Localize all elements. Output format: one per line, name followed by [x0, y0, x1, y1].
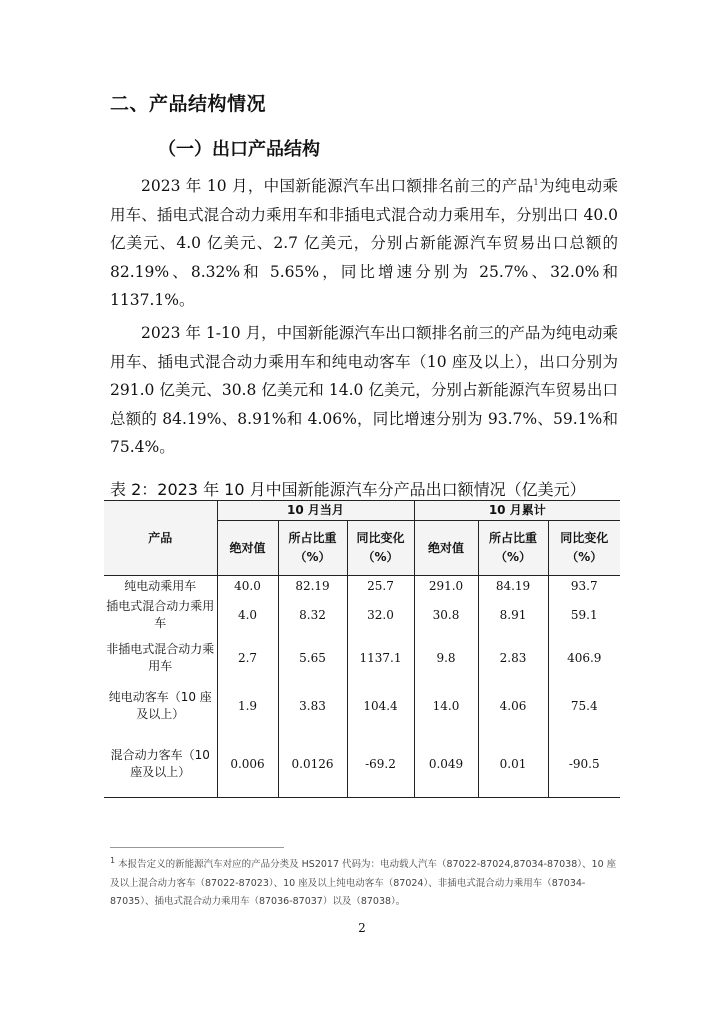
header-cum-share: 所占比重（%） [478, 521, 548, 576]
cell-m-share: 3.83 [278, 682, 347, 730]
footnote-mark: 1 [110, 855, 116, 865]
cell-c-abs: 0.049 [414, 730, 478, 798]
table-body [104, 576, 620, 798]
header-month-abs: 绝对值 [217, 521, 278, 576]
cell-m-abs: 0.006 [217, 730, 278, 798]
cell-product: 纯电动乘用车 [104, 576, 217, 597]
cell-m-abs: 1.9 [217, 682, 278, 730]
table-row [104, 682, 620, 730]
table-row [104, 596, 620, 634]
cell-c-yoy: -90.5 [568, 756, 600, 771]
cell-c-share: 2.83 [478, 634, 548, 682]
cell-m-yoy: 104.4 [347, 682, 414, 730]
paragraph-2: 2023 年 1-10 月，中国新能源汽车出口额排名前三的产品为纯电动乘用车、插电式混合动力乘用车和纯电动客车（10 座及以上），出口分别为 291.0 亿美元、30.8 亿美元和 14.0 亿美元，分别占新能源汽车贸易出口总额的 84.19%、8.91%和 4.06%，同比增速分别为 93.7%、59.1%和 75.4%。 [110, 324, 618, 456]
header-cum-yoy: 同比变化（%） [560, 531, 609, 564]
paragraph-1-rest: 为纯电动乘用车、插电式混合动力乘用车和非插电式混合动力乘用车，分别出口 40.0 亿美元、4.0 亿美元、2.7 亿美元，分别占新能源汽车贸易出口总额的 82.19%、8.32%和 5.65%，同比增速分别为 25.7%、32.0%和 1137.1%。 [110, 177, 618, 309]
header-month-share: 所占比重（%） [278, 521, 347, 576]
cell-m-share: 5.65 [278, 634, 347, 682]
cell-c-yoy: 406.9 [567, 651, 602, 665]
cell-product: 插电式混合动力乘用车 [104, 596, 217, 634]
table-row [104, 730, 620, 798]
cell-m-abs: 2.7 [217, 634, 278, 682]
footnote [110, 856, 624, 912]
cell-m-share: 82.19 [278, 576, 347, 597]
cell-m-share: 0.0126 [278, 730, 347, 798]
cell-m-yoy: 1137.1 [347, 634, 414, 682]
table-row [104, 576, 620, 597]
cell-product: 纯电动客车（10 座及以上） [104, 682, 217, 730]
cell-m-abs: 4.0 [217, 596, 278, 634]
cell-c-share: 84.19 [478, 576, 548, 597]
header-month-yoy: 同比变化（%） [347, 521, 414, 576]
cell-m-yoy: 32.0 [347, 596, 414, 634]
cell-c-abs: 291.0 [414, 576, 478, 597]
cell-c-yoy: 75.4 [570, 699, 598, 713]
cell-c-abs: 9.8 [414, 634, 478, 682]
cell-m-yoy: 25.7 [347, 576, 414, 597]
header-cum-abs: 绝对值 [414, 521, 478, 576]
footnote-divider [110, 847, 284, 848]
subsection-heading: （一）出口产品结构 [158, 139, 320, 160]
export-table [104, 500, 620, 798]
table-caption: 表 2：2023 年 10 月中国新能源汽车分产品出口额情况（亿美元） [110, 480, 586, 499]
cell-c-yoy: 93.7 [570, 579, 598, 593]
cell-c-share: 4.06 [478, 682, 548, 730]
page-number: 2 [358, 921, 366, 935]
cell-c-abs: 14.0 [414, 682, 478, 730]
cell-c-yoy: 59.1 [570, 608, 598, 622]
cell-product: 混合动力客车（10 座及以上） [104, 730, 217, 798]
footnote-reference: 1 [533, 177, 539, 187]
header-product: 产品 [104, 501, 217, 576]
paragraph-1-lead: 2023 年 10 月，中国新能源汽车出口额排名前三的产品 [141, 177, 534, 195]
paragraph-1 [110, 172, 618, 315]
cell-product: 非插电式混合动力乘用车 [104, 634, 217, 682]
header-month-group: 10 月当月 [217, 501, 414, 521]
table-row [104, 634, 620, 682]
section-heading: 二、产品结构情况 [110, 93, 267, 115]
cell-c-share: 0.01 [478, 730, 548, 798]
cell-c-abs: 30.8 [414, 596, 478, 634]
footnote-text: 本报告定义的新能源汽车对应的产品分类及 HS2017 代码为：电动载人汽车（87022-87024,87034-87038）、10 座及以上混合动力客车（87022-87023）、10 座及以上纯电动客车（87024）、非插电式混合动力乘用车（87034-87035）、插电式混合动力乘用车（87036-87037）以及（87038）。 [110, 859, 617, 907]
cell-m-share: 8.32 [278, 596, 347, 634]
header-cumulative-group: 10 月累计 [414, 501, 620, 521]
cell-c-share: 8.91 [478, 596, 548, 634]
cell-m-abs: 40.0 [217, 576, 278, 597]
cell-m-yoy: -69.2 [347, 730, 414, 798]
